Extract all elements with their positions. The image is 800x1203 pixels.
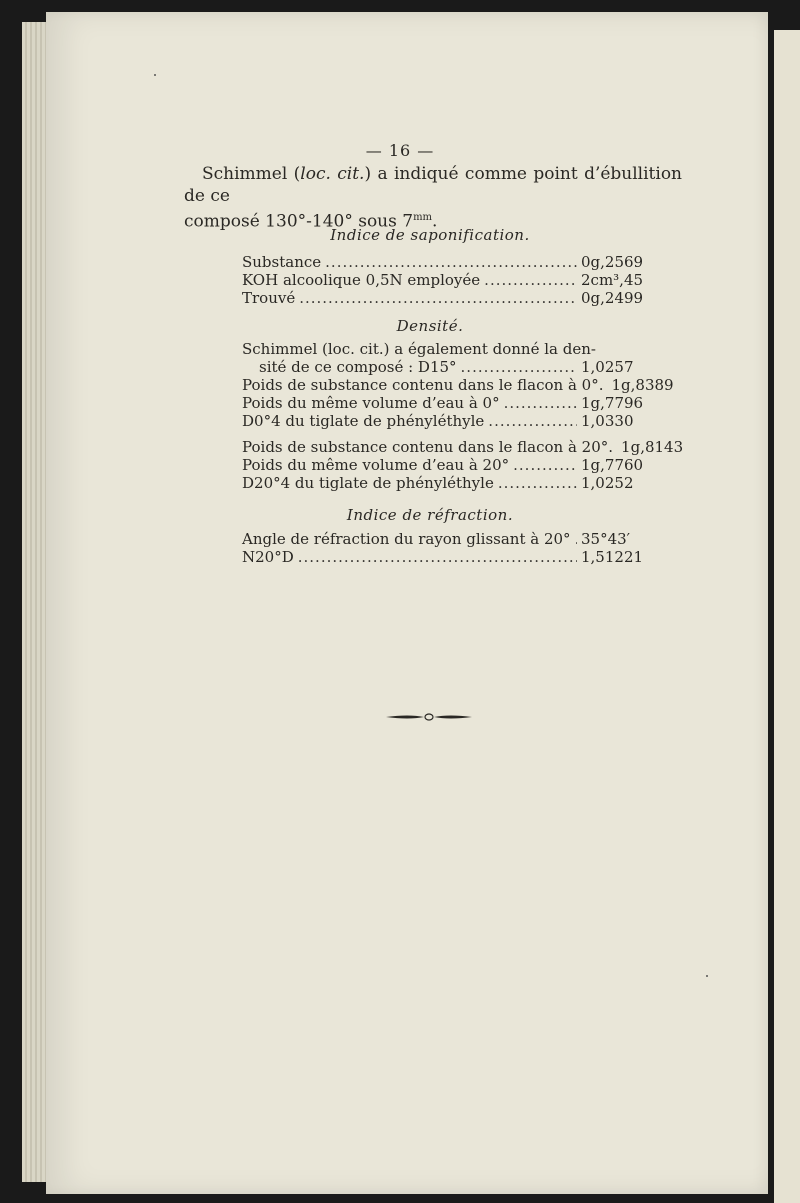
- densite-row: [242, 376, 674, 394]
- row-label: Poids du même volume d’eau à 0°: [242, 394, 500, 412]
- row-value: 1g,8389: [611, 376, 674, 394]
- intro-line-1: Schimmel (loc. cit.) a indiqué comme point d’ébullition de ce: [184, 164, 683, 206]
- row-label: D0°4 du tiglate de phényléthyle: [242, 412, 485, 430]
- saponification-title: Indice de saponification.: [330, 226, 530, 244]
- leader-dots: [299, 289, 577, 307]
- row-label: D20°4 du tiglate de phényléthyle: [242, 474, 494, 492]
- densite-title: Densité.: [396, 317, 464, 335]
- leader-dots: [504, 394, 577, 412]
- densite-intro-row: [242, 340, 657, 358]
- row-label: KOH alcoolique 0,5N employée: [242, 271, 481, 289]
- row-label: Poids du même volume d’eau à 20°: [242, 456, 510, 474]
- refraction-table: [242, 530, 657, 566]
- refraction-row: [242, 530, 657, 548]
- next-page-edge: [774, 30, 800, 1203]
- row-label: Poids de substance contenu dans le flacon à 20°.: [242, 438, 614, 456]
- refraction-title: Indice de réfraction.: [346, 506, 514, 524]
- densite-row: [242, 358, 657, 376]
- row-label: Schimmel (loc. cit.) a également donné la den-: [242, 340, 596, 358]
- row-value: 1g,7796: [581, 394, 644, 412]
- row-value: 1,51221: [581, 548, 644, 566]
- row-value: 2cm³,45: [581, 271, 644, 289]
- row-value: 1,0257: [581, 358, 634, 376]
- leader-dots: [325, 253, 577, 271]
- row-label: N20°D: [242, 548, 294, 566]
- row-value: 0g,2499: [581, 289, 644, 307]
- saponification-row: [242, 271, 657, 289]
- saponification-table: [242, 253, 657, 307]
- leader-dots: [513, 456, 577, 474]
- saponification-row: [242, 253, 657, 271]
- saponification-row: [242, 289, 657, 307]
- page-number: — 16 —: [365, 141, 435, 160]
- densite-row: [242, 394, 657, 412]
- densite-row: [242, 438, 684, 456]
- row-value: 0g,2569: [581, 253, 644, 271]
- densite-table: [242, 340, 684, 492]
- leader-dots: [488, 412, 577, 430]
- row-value: 1,0252: [581, 474, 634, 492]
- leader-dots: [298, 548, 577, 566]
- row-label: Trouvé: [242, 289, 296, 307]
- row-label: sité de ce composé : D15°: [259, 358, 457, 376]
- row-value: 35°43′: [581, 530, 631, 548]
- row-value: 1,0330: [581, 412, 634, 430]
- paper-speck: [706, 975, 708, 977]
- row-value: 1g,7760: [581, 456, 644, 474]
- leader-dots: [461, 358, 577, 376]
- ornamental-separator: [384, 712, 474, 722]
- paper-speck: [154, 74, 156, 76]
- intro-paragraph: [184, 163, 682, 233]
- densite-row: [242, 474, 657, 492]
- leader-dots: [484, 271, 577, 289]
- row-label: Angle de réfraction du rayon glissant à 20°: [242, 530, 571, 548]
- leader-dots: [575, 530, 577, 548]
- leader-dots: [498, 474, 577, 492]
- row-value: 1g,8143: [621, 438, 684, 456]
- densite-row: [242, 456, 657, 474]
- densite-row: [242, 412, 657, 430]
- row-label: Substance: [242, 253, 322, 271]
- refraction-row: [242, 548, 657, 566]
- intro-line-2: composé 130°-140° sous $7^{mm}$.: [184, 211, 438, 232]
- row-label: Poids de substance contenu dans le flacon à 0°.: [242, 376, 604, 394]
